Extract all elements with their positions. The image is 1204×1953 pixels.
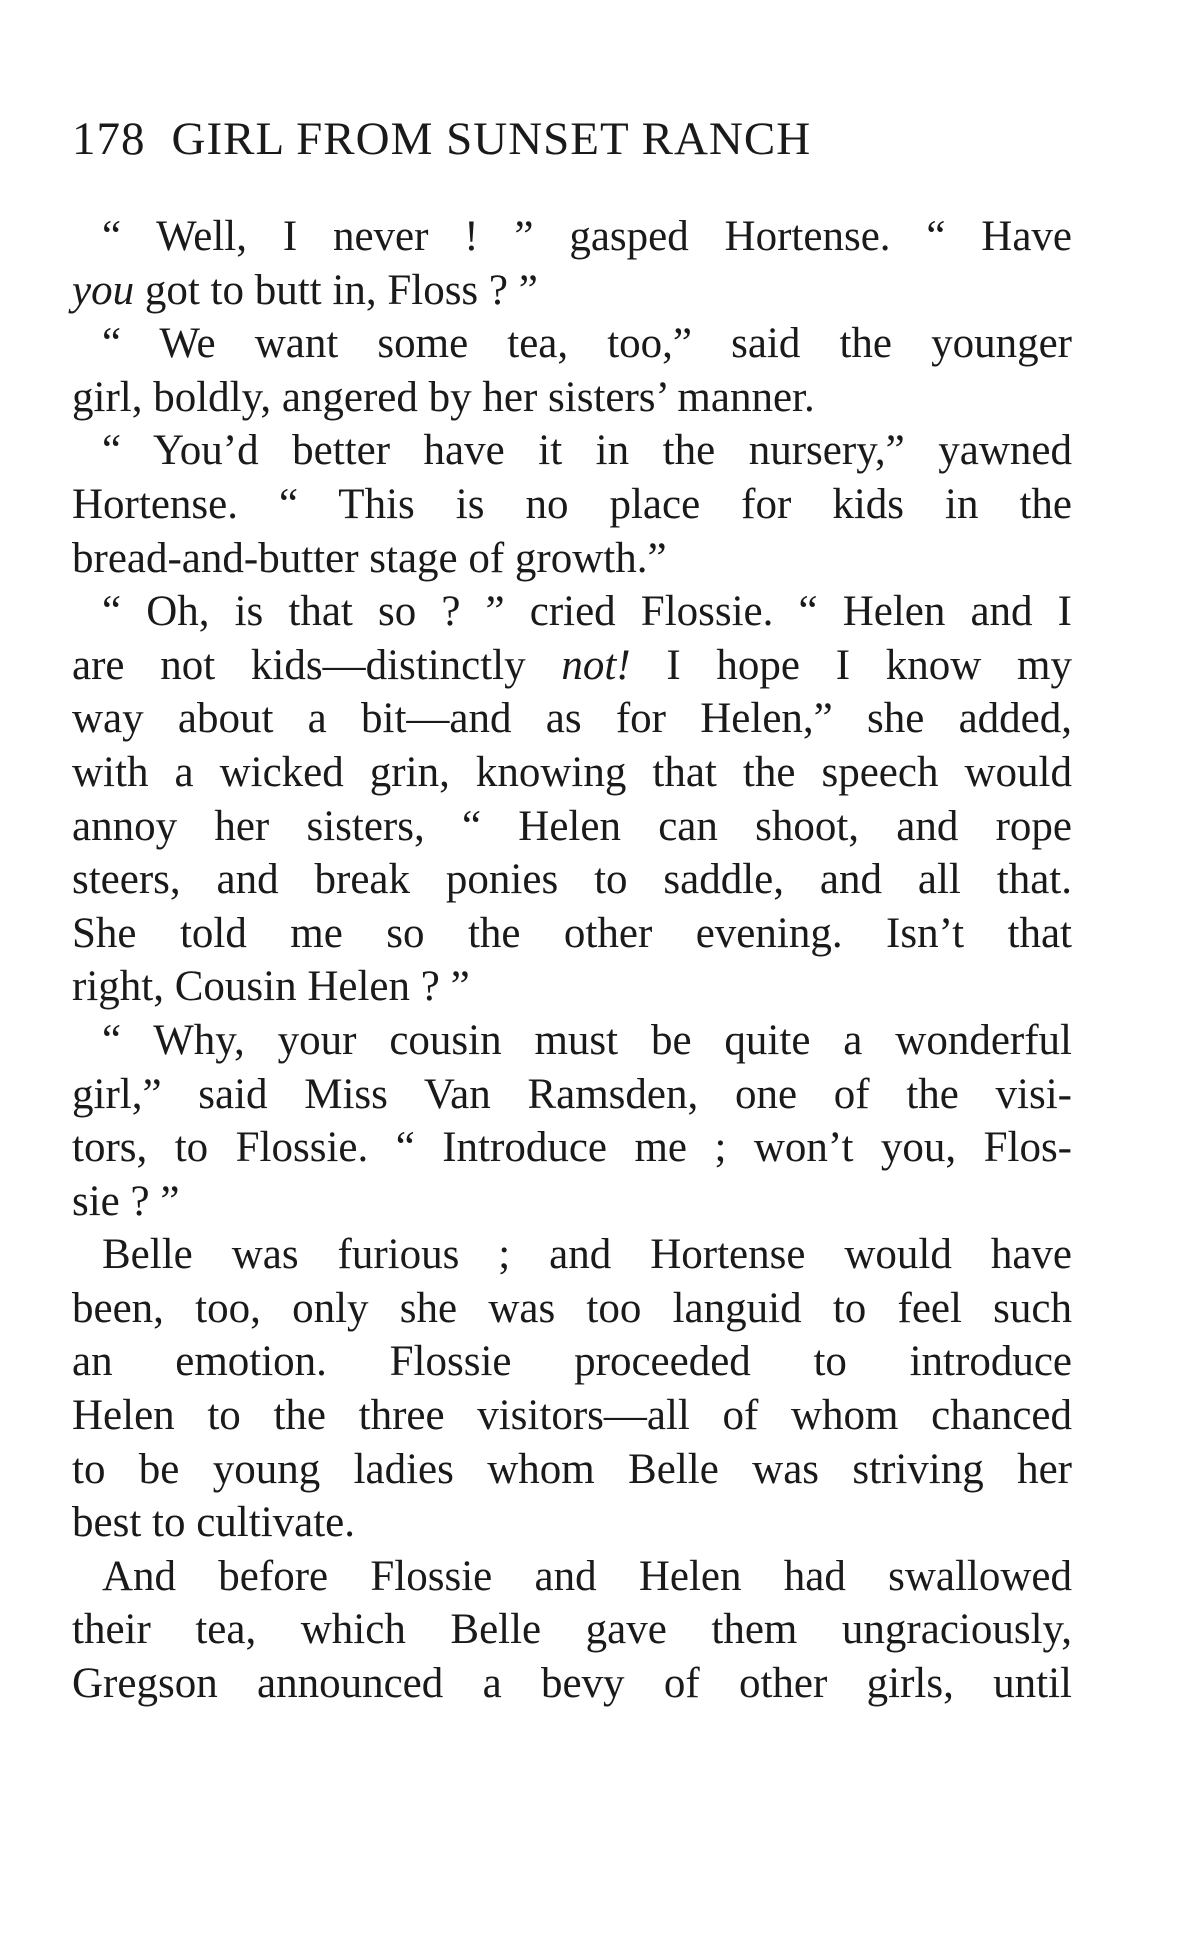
text-line	[72, 1389, 1072, 1443]
text-segment: girl,” said Miss Van Ramsden, one of the visi-	[72, 1070, 1072, 1118]
text-segment: annoy her sisters, “ Helen can shoot, and rope	[72, 802, 1072, 850]
text-segment: are not kids—distinctly	[72, 641, 562, 689]
text-line	[72, 532, 1072, 586]
text-segment: best to cultivate.	[72, 1499, 356, 1547]
running-title: GIRL FROM SUNSET RANCH	[171, 113, 812, 165]
text-segment: And before Flossie and Helen had swallowed	[102, 1552, 1072, 1600]
text-line	[72, 1068, 1072, 1122]
text-line	[72, 1014, 1072, 1068]
text-line	[72, 1657, 1072, 1711]
text-line	[72, 1603, 1072, 1657]
text-segment: “ You’d better have it in the nursery,” yawned	[102, 427, 1072, 475]
text-line	[72, 1443, 1072, 1497]
text-line	[72, 317, 1072, 371]
text-segment: steers, and break ponies to saddle, and all that.	[72, 856, 1072, 904]
text-line	[72, 1282, 1072, 1336]
page-number: 178	[72, 113, 146, 165]
text-line	[72, 853, 1072, 907]
text-segment: sie ? ”	[72, 1177, 180, 1225]
body-text	[72, 210, 1072, 1711]
text-line	[72, 800, 1072, 854]
text-segment: Hortense. “ This is no place for kids in the	[72, 480, 1072, 528]
text-line	[72, 1496, 1072, 1550]
text-segment: tors, to Flossie. “ Introduce me ; won’t you, Flos-	[72, 1124, 1072, 1172]
text-line	[72, 1121, 1072, 1175]
text-segment: been, too, only she was too languid to feel such	[72, 1284, 1072, 1332]
text-segment: an emotion. Flossie proceeded to introduce	[72, 1338, 1072, 1386]
text-line	[72, 1335, 1072, 1389]
text-line	[72, 585, 1072, 639]
text-line	[72, 639, 1072, 693]
text-segment: right, Cousin Helen ? ”	[72, 963, 470, 1011]
text-line	[72, 371, 1072, 425]
text-segment: Belle was furious ; and Hortense would have	[102, 1231, 1072, 1279]
text-segment: bread-and-butter stage of growth.”	[72, 534, 667, 582]
text-line	[72, 907, 1072, 961]
running-head	[72, 112, 811, 166]
text-segment: their tea, which Belle gave them ungraciously,	[72, 1606, 1072, 1654]
italic-text: not!	[561, 641, 631, 689]
text-segment: “ Oh, is that so ? ” cried Flossie. “ Helen and I	[102, 588, 1072, 636]
text-line	[72, 1228, 1072, 1282]
text-line	[72, 210, 1072, 264]
text-segment: “ Well, I never ! ” gasped Hortense. “ Have	[102, 213, 1072, 260]
text-line	[72, 1175, 1072, 1229]
text-segment: got to butt in, Floss ? ”	[134, 266, 538, 314]
text-segment: girl, boldly, angered by her sisters’ manner.	[72, 373, 815, 421]
text-segment: to be young ladies whom Belle was striving her	[72, 1445, 1072, 1493]
text-line	[72, 424, 1072, 478]
text-segment: way about a bit—and as for Helen,” she added,	[72, 695, 1072, 743]
text-line	[72, 692, 1072, 746]
text-segment: “ Why, your cousin must be quite a wonderful	[102, 1016, 1072, 1064]
text-segment: She told me so the other evening. Isn’t that	[72, 909, 1072, 957]
text-segment: “ We want some tea, too,” said the younger	[102, 320, 1072, 368]
text-segment: with a wicked grin, knowing that the speech would	[72, 748, 1072, 796]
text-line	[72, 478, 1072, 532]
text-segment: I hope I know my	[630, 641, 1072, 689]
text-line	[72, 746, 1072, 800]
text-segment: Helen to the three visitors—all of whom chanced	[72, 1392, 1072, 1440]
text-line	[72, 264, 1072, 318]
text-line	[72, 960, 1072, 1014]
text-line	[72, 1550, 1072, 1604]
text-segment: Gregson announced a bevy of other girls, until	[72, 1660, 1072, 1708]
italic-text: you	[72, 266, 135, 314]
